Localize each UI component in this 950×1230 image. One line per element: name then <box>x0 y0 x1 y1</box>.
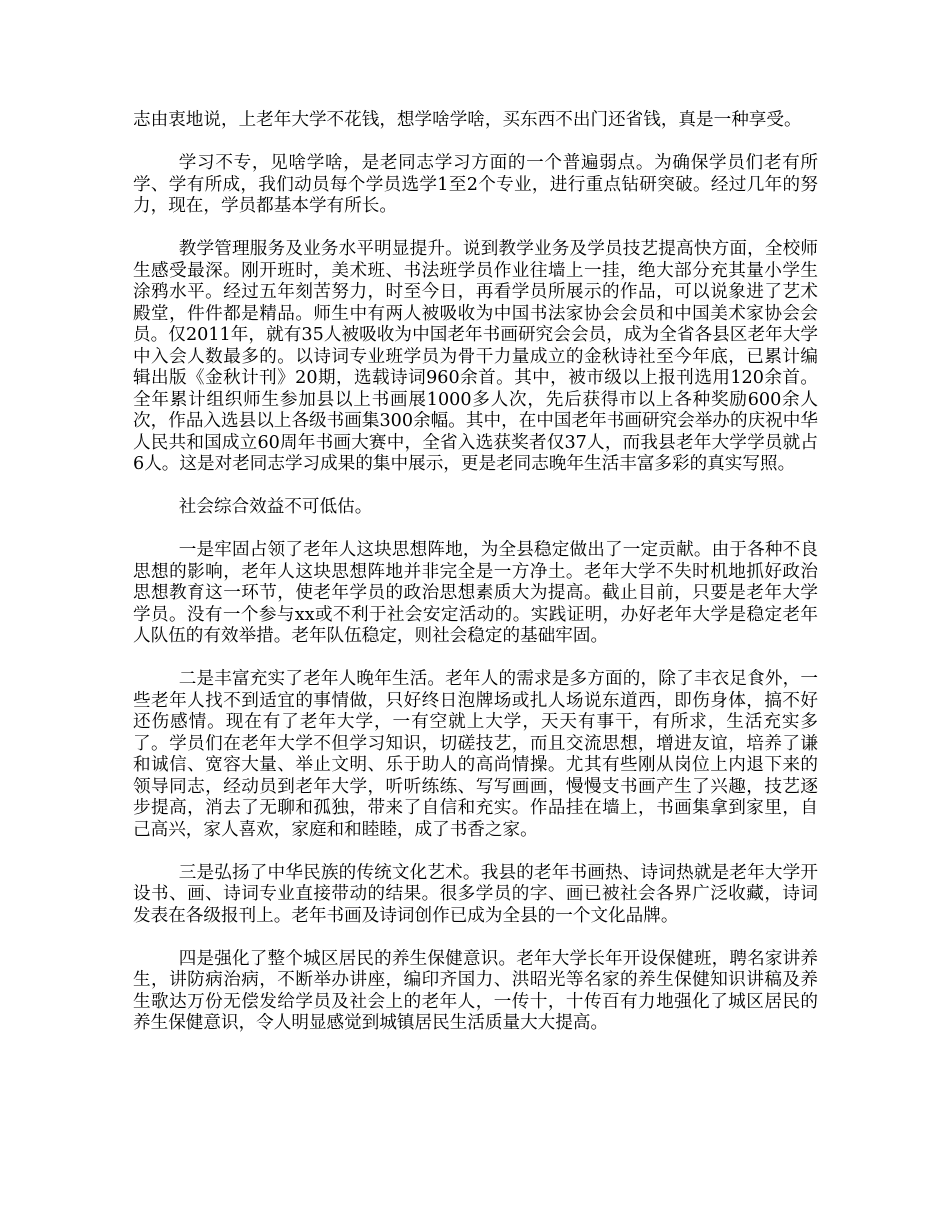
paragraph-study-focus: 学习不专，见啥学啥，是老同志学习方面的一个普遍弱点。为确保学员们老有所学、学有所成，我们动员每个学员选学1至2个专业，进行重点钻研突破。经过几年的努力，现在，学员都基本学有所长。 <box>133 153 818 216</box>
paragraph-teaching-improvement: 教学管理服务及业务水平明显提升。说到教学业务及学员技艺提高快方面，全校师生感受最深。刚开班时，美术班、书法班学员作业往墙上一挂，绝大部分充其量小学生涂鸦水平。经过五年刻苦努力，时至今日，再看学员所展示的作品，可以说象进了艺术殿堂，件件都是精品。师生中有两人被吸收为中国书法家协会会员和中国美术家协会会员。仅2011年，就有35人被吸收为中国老年书画研究会会员，成为全省各县区老年大学中入会人数最多的。以诗词专业班学员为骨干力量成立的金秋诗社至今年底，已累计编辑出版《金秋计刊》20期，选载诗词960余首。其中，被市级以上报刊选用120余首。全年累计组织师生参加县以上书画展1000多人次，先后获得市以上各种奖励600余人次，作品入选县以上各级书画集300余幅。其中，在中国老年书画研究会举办的庆祝中华人民共和国成立60周年书画大赛中，全省入选获奖者仅37人，而我县老年大学学员就占6人。这是对老同志学习成果的集中展示，更是老同志晚年生活丰富多彩的真实写照。 <box>133 239 818 474</box>
paragraph-continued: 志由衷地说，上老年大学不花钱，想学啥学啥，买东西不出门还省钱，真是一种享受。 <box>133 110 802 130</box>
paragraph-point-three: 三是弘扬了中华民族的传统文化艺术。我县的老年书画热、诗词热就是老年大学开设书、画、诗词专业直接带动的结果。很多学员的字、画已被社会各界广泛收藏，诗词发表在各级报刊上。老年书画及诗词创作已成为全县的一个文化品牌。 <box>133 862 818 926</box>
document-body <box>133 110 818 1056</box>
paragraph-social-benefit: 社会综合效益不可低估。 <box>178 497 373 517</box>
paragraph-point-four: 四是强化了整个城区居民的养生保健意识。老年大学长年开设保健班，聘名家讲养生，讲防病治病，不断举办讲座，编印齐国力、洪昭光等名家的养生保健知识讲稿及养生歌达万份无偿发给学员及社会上的老年人，一传十，十传百有力地强化了城区居民的养生保健意识，令人明显感觉到城镇居民生活质量大大提高。 <box>133 948 818 1033</box>
paragraph-point-two: 二是丰富充实了老年人晚年生活。老年人的需求是多方面的，除了丰衣足食外，一些老年人找不到适宜的事情做，只好终日泡牌场或扎人场说东道西，即伤身体，搞不好还伤感情。现在有了老年大学，一有空就上大学，天天有事干，有所求，生活充实多了。学员们在老年大学不但学习知识，切磋技艺，而且交流思想，增进友谊，培养了谦和诚信、宽容大量、举止文明、乐于助人的高尚情操。尤其有些刚从岗位上内退下来的领导同志，经动员到老年大学，听听练练、写写画画，慢慢支书画产生了兴趣，技艺逐步提高，消去了无聊和孤独，带来了自信和充实。作品挂在墙上，书画集拿到家里，自己高兴，家人喜欢，家庭和和睦睦，成了书香之家。 <box>133 669 818 840</box>
paragraph-point-one: 一是牢固占领了老年人这块思想阵地，为全县稳定做出了一定贡献。由于各种不良思想的影响，老年人这块思想阵地并非完全是一方净土。老年大学不失时机地抓好政治思想教育这一环节，使老年学员的政治思想素质大为提高。截止目前，只要是老年大学学员。没有一个参与xx或不利于社会安定活动的。实践证明，办好老年大学是稳定老年人队伍的有效举措。老年队伍稳定，则社会稳定的基础牢固。 <box>133 540 818 646</box>
